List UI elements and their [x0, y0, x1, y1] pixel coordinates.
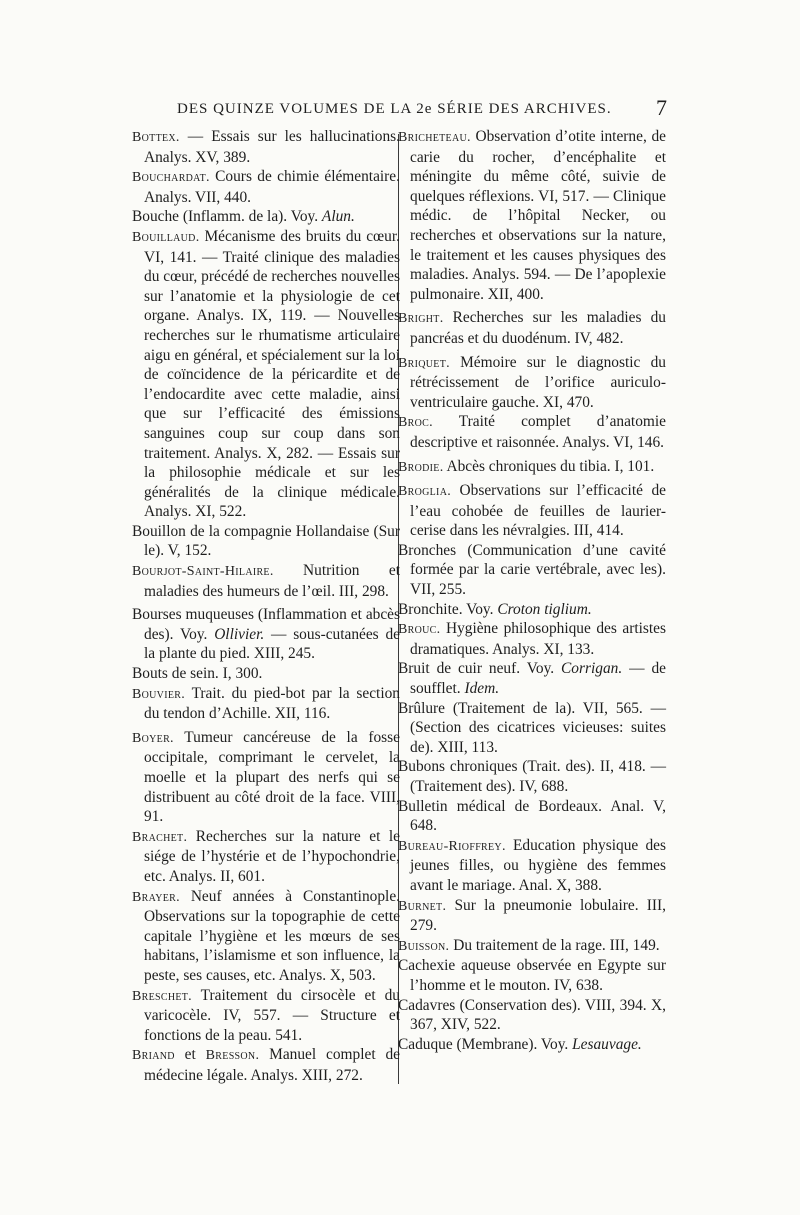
entry-text: Abcès chroniques du tibia. I, 101.	[443, 457, 655, 475]
index-entry	[398, 353, 666, 413]
entry-author: Bresson.	[205, 1048, 260, 1064]
entry-text: Bulletin médical de Bordeaux. Anal. V, 648.	[398, 797, 666, 835]
entry-text: Caduque (Membrane). Voy.	[398, 1035, 573, 1053]
entry-text: Bronchite. Voy.	[398, 600, 498, 618]
entry-reference: Alun.	[321, 208, 355, 226]
entry-author: Brachet.	[132, 829, 188, 845]
entry-text: Education physique des jeunes filles, ou hygiène des femmes avant le mariage. Anal. X, 388.	[410, 836, 666, 894]
index-entry	[398, 541, 666, 600]
index-entry	[398, 600, 666, 620]
entry-author: Bouillaud.	[132, 229, 200, 245]
index-entry	[132, 986, 400, 1046]
index-entry	[132, 728, 400, 827]
entry-text: Neuf années à Constantinople. Observations sur la topographie de cette capitale l’hygiène et les mœurs de ses habitans, l’islamisme et son influence, la peste, ses causes, etc. Analys. X, 503.	[144, 887, 400, 984]
entry-text: Manuel complet de médecine légale. Analys. XIII, 272.	[144, 1046, 400, 1084]
index-entry	[398, 457, 666, 478]
entry-text: Bourses muqueuses (Inflammation et abcès des). Voy.	[132, 606, 400, 643]
index-entry	[132, 127, 400, 167]
entry-author: Bouvier.	[132, 686, 186, 702]
index-entry	[398, 412, 666, 452]
entry-text: Mémoire sur le diagnostic du rétrécissement de l’orifice auriculo-ventriculaire gauche. XI, 470.	[410, 353, 666, 411]
entry-author: Bottex.	[132, 130, 180, 145]
entry-text: Brûlure (Traitement de la). VII, 565. — (Section des cicatrices vicieuses: suites de). XIII, 113.	[398, 699, 666, 756]
entry-author: Bouchardat.	[132, 170, 210, 186]
entry-text: Du traitement de la rage. III, 149.	[449, 936, 660, 954]
entry-text: Observation d’otite interne, de carie du rocher, d’encéphalite et méningite du même côté, suivie de quelques réflexions. VI, 517. — Clinique médic. de l’hôpital Necker, ou recherches et observations sur la nature, le traitement et les causes physiques des maladies. Analys. 594. — De l’apoplexie pulmonaire. XII, 400.	[410, 128, 666, 303]
entry-author: Buisson.	[398, 938, 450, 954]
index-entry	[132, 522, 400, 561]
entry-reference: Corrigan.	[561, 660, 623, 678]
index-entry	[398, 127, 666, 304]
entry-text: Traité complet d’anatomie descriptive et raisonnée. Analys. VI, 146.	[410, 413, 666, 451]
entry-text: Cours de chimie élémentaire. Analys. VII, 440.	[144, 168, 400, 206]
index-entry	[398, 836, 666, 896]
index-entry	[132, 684, 400, 724]
entry-text: Observations sur l’efficacité de l’eau cohobée de feuilles de laurier-cerise dans les névralgies. III, 414.	[410, 482, 666, 540]
running-header	[177, 95, 667, 125]
index-entry	[132, 227, 400, 522]
entry-text: Tumeur cancéreuse de la fosse occipitale, comprimant le cervelet, la moelle et la plupart des nerfs qui se distribuent au côté droit de la face. VIII, 91.	[144, 728, 400, 826]
entry-author: Brodie.	[398, 459, 444, 475]
index-entry	[398, 308, 666, 348]
index-entry	[132, 561, 400, 601]
entry-text: — de soufflet.	[410, 660, 666, 698]
entry-text: Bubons chroniques (Trait. des). II, 418. — (Traitement des). IV, 688.	[398, 758, 666, 795]
index-entry	[398, 1035, 666, 1055]
index-entry	[398, 699, 666, 758]
entry-author: Bright.	[398, 311, 444, 327]
index-entry	[132, 664, 400, 684]
entry-author: Brayer.	[132, 889, 180, 905]
header-title: DES QUINZE VOLUMES DE LA 2e SÉRIE DES ARCHIVES.	[177, 101, 612, 117]
index-entry	[132, 207, 400, 227]
entry-author: Breschet.	[132, 988, 192, 1004]
index-entry	[398, 936, 666, 957]
entry-text: Recherches sur les maladies du pancréas et du duodénum. IV, 482.	[410, 309, 666, 347]
entry-author: Broglia.	[398, 484, 452, 500]
entry-author: Briquet.	[398, 355, 450, 371]
entry-author: Bureau-Rioffrey.	[398, 838, 506, 854]
entry-author: Brouc.	[398, 622, 441, 638]
entry-author: Boyer.	[132, 730, 174, 746]
entry-text: Bouche (Inflamm. de la). Voy.	[132, 208, 322, 226]
entry-text: Bouts de sein. I, 300.	[132, 665, 263, 683]
index-entry	[398, 896, 666, 936]
entry-text: Traitement du cirsocèle et du varicocèle. IV, 557. — Structure et fonctions de la peau. 541.	[144, 986, 400, 1044]
entry-text: — sous-cutanées de la plante du pied. XIII, 245.	[144, 625, 400, 663]
entry-text: et	[174, 1046, 206, 1064]
index-entry	[398, 996, 666, 1035]
entry-text: Recherches sur la nature et le siége de l’hystérie et de l’hypochondrie, etc. Analys. II, 601.	[144, 827, 400, 885]
entry-text: Bouillon de la compagnie Hollandaise (Sur le). V, 152.	[132, 522, 400, 560]
entry-reference: Croton tiglium.	[497, 600, 592, 618]
entry-text: Sur la pneumonie lobulaire. III, 279.	[410, 896, 666, 935]
entry-author: Bricheteau.	[398, 130, 471, 145]
entry-author: Bourjot-Saint-Hilaire.	[132, 564, 274, 580]
index-entry	[132, 1045, 400, 1085]
entry-text: Trait. du pied-bot par la section du tendon d’Achille. XII, 116.	[144, 684, 400, 723]
index-entry	[132, 605, 400, 664]
entry-text: Mécanisme des bruits du cœur. VI, 141. — Traité clinique des maladies du cœur, précédé de recherches nouvelles sur l’anatomie et la physiologie de cet organe. Analys. IX, 119. — Nouvelles recherches sur le rhumatisme articulaire aigu en général, et spécialement sur la loi de coïncidence de la péricardite et de l’endocardite avec cette maladie, ainsi que sur l’efficacité des émissions sanguines coup sur coup dans son traitement. Analys. X, 282. — Essais sur la philosophie médicale et sur les généralités de la clinique médicale. Analys. XI, 522.	[144, 227, 400, 521]
index-entry	[398, 481, 666, 541]
entry-author: Broc.	[398, 415, 433, 431]
entry-text: — Essais sur les hallucinations. Analys. XV, 389.	[144, 128, 400, 166]
index-entry	[132, 827, 400, 887]
index-entry	[398, 956, 666, 995]
entry-text: Cachexie aqueuse observée en Egypte sur l’homme et le mouton. IV, 638.	[398, 957, 666, 994]
index-entry	[398, 619, 666, 659]
entry-author: Briand	[132, 1048, 175, 1064]
entry-author: Burnet.	[398, 898, 447, 914]
index-entry	[132, 167, 400, 207]
entry-text: Cadavres (Conservation des). VIII, 394. X, 367, XIV, 522.	[398, 996, 666, 1034]
left-column	[132, 127, 400, 1086]
entry-reference: Lesauvage.	[572, 1035, 642, 1053]
entry-text: Bruit de cuir neuf. Voy.	[398, 660, 562, 678]
index-entry	[398, 757, 666, 796]
index-entry	[132, 887, 400, 986]
entry-reference: Idem.	[464, 680, 500, 698]
right-column	[398, 127, 666, 1054]
entry-reference: Ollivier.	[214, 625, 265, 643]
entry-text: Nutrition et maladies des humeurs de l’œil. III, 298.	[144, 562, 400, 600]
index-entry	[398, 659, 666, 698]
page-number: 7	[656, 95, 667, 120]
entry-text: Hygiène philosophique des artistes dramatiques. Analys. XI, 133.	[410, 620, 666, 658]
entry-text: Bronches (Communication d’une cavité formée par la carie vertébrale, avec les). VII, 255.	[398, 541, 666, 599]
index-entry	[398, 797, 666, 836]
